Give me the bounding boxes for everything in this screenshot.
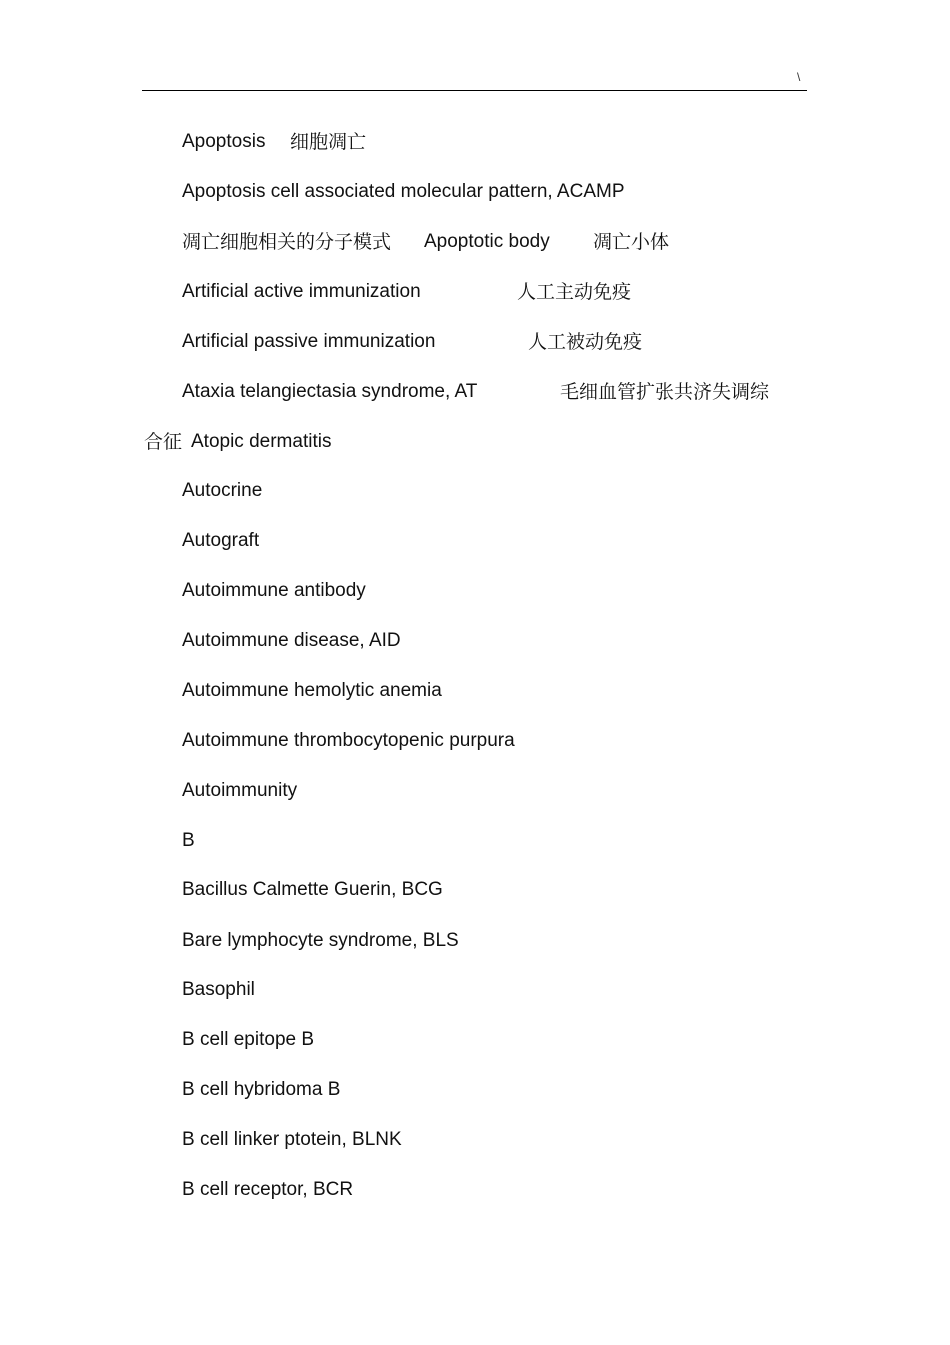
term-zh: 人工被动免疫: [528, 331, 643, 353]
term-zh: 人工主动免疫: [517, 281, 632, 303]
term-en: Bare lymphocyte syndrome, BLS: [182, 930, 459, 951]
term-en: Apoptosis cell associated molecular pattern, ACAMP: [182, 181, 625, 202]
term-en: Ataxia telangiectasia syndrome, AT: [182, 381, 478, 402]
term-en: Autoimmune antibody: [182, 580, 366, 601]
term-en: B cell linker ptotein, BLNK: [182, 1129, 402, 1150]
term-zh: 细胞凋亡: [290, 131, 367, 153]
term-en: Autoimmune hemolytic anemia: [182, 680, 442, 701]
term-en: Basophil: [182, 979, 255, 1000]
term-en: Atopic dermatitis: [191, 431, 332, 452]
term-en: Artificial passive immunization: [182, 331, 436, 352]
term-en: B cell epitope B: [182, 1029, 315, 1050]
term-en: B cell receptor, BCR: [182, 1179, 354, 1200]
term-en: B cell hybridoma B: [182, 1079, 341, 1100]
term-zh: 毛细血管扩张共济失调综: [560, 381, 770, 403]
term-en: Bacillus Calmette Guerin, BCG: [182, 879, 443, 900]
header-rule: [142, 90, 807, 91]
term-en: Autoimmune disease, AID: [182, 630, 401, 651]
term-en: Autocrine: [182, 480, 263, 501]
header-mark: \: [797, 70, 801, 84]
term-en: Autograft: [182, 530, 260, 551]
term-en: Autoimmunity: [182, 780, 298, 801]
term-zh: 凋亡小体: [593, 231, 670, 253]
term-en: B: [182, 830, 195, 851]
term-zh: 凋亡细胞相关的分子模式: [182, 231, 392, 253]
term-en: Autoimmune thrombocytopenic purpura: [182, 730, 515, 751]
term-en: Apoptotic body: [424, 231, 550, 252]
term-zh: 合征: [144, 431, 183, 453]
term-en: Artificial active immunization: [182, 281, 421, 302]
term-en: Apoptosis: [182, 131, 266, 152]
